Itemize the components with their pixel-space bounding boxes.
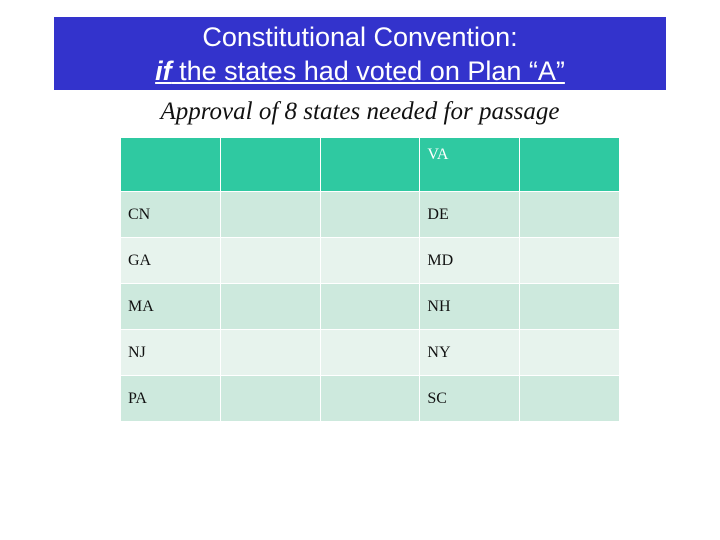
table-cell: MA <box>121 284 221 330</box>
header-cell <box>320 138 420 192</box>
table-cell <box>320 284 420 330</box>
table-cell <box>520 284 620 330</box>
subtitle: Approval of 8 states needed for passage <box>160 98 560 125</box>
header-cell <box>121 138 221 192</box>
table-cell <box>320 330 420 376</box>
table-cell: CN <box>121 192 221 238</box>
title-banner <box>54 17 666 90</box>
table-cell <box>220 330 320 376</box>
table-cell <box>320 192 420 238</box>
table-cell: MD <box>420 238 520 284</box>
header-cell <box>220 138 320 192</box>
table-cell: DE <box>420 192 520 238</box>
table-row <box>121 376 620 422</box>
table-cell: PA <box>121 376 221 422</box>
title-line-1: Constitutional Convention: <box>202 22 518 52</box>
table-cell <box>520 330 620 376</box>
table-row <box>121 330 620 376</box>
table-cell: SC <box>420 376 520 422</box>
table-cell <box>220 238 320 284</box>
title-rest: the states had voted on Plan “A” <box>171 56 565 86</box>
table-cell: NH <box>420 284 520 330</box>
table-cell <box>520 238 620 284</box>
table-cell <box>520 192 620 238</box>
table-row <box>121 284 620 330</box>
table-row <box>121 238 620 284</box>
table-header-row <box>121 138 620 192</box>
table-cell: NY <box>420 330 520 376</box>
table-cell <box>320 376 420 422</box>
table-row <box>121 192 620 238</box>
table-cell <box>320 238 420 284</box>
header-cell <box>520 138 620 192</box>
states-table <box>120 137 620 422</box>
table-cell <box>520 376 620 422</box>
table-cell <box>220 192 320 238</box>
table-cell: NJ <box>121 330 221 376</box>
table-cell: GA <box>121 238 221 284</box>
title-line-2 <box>54 54 666 88</box>
header-cell: VA <box>420 138 520 192</box>
title-emphasis: if <box>155 56 172 86</box>
table-cell <box>220 284 320 330</box>
table-cell <box>220 376 320 422</box>
